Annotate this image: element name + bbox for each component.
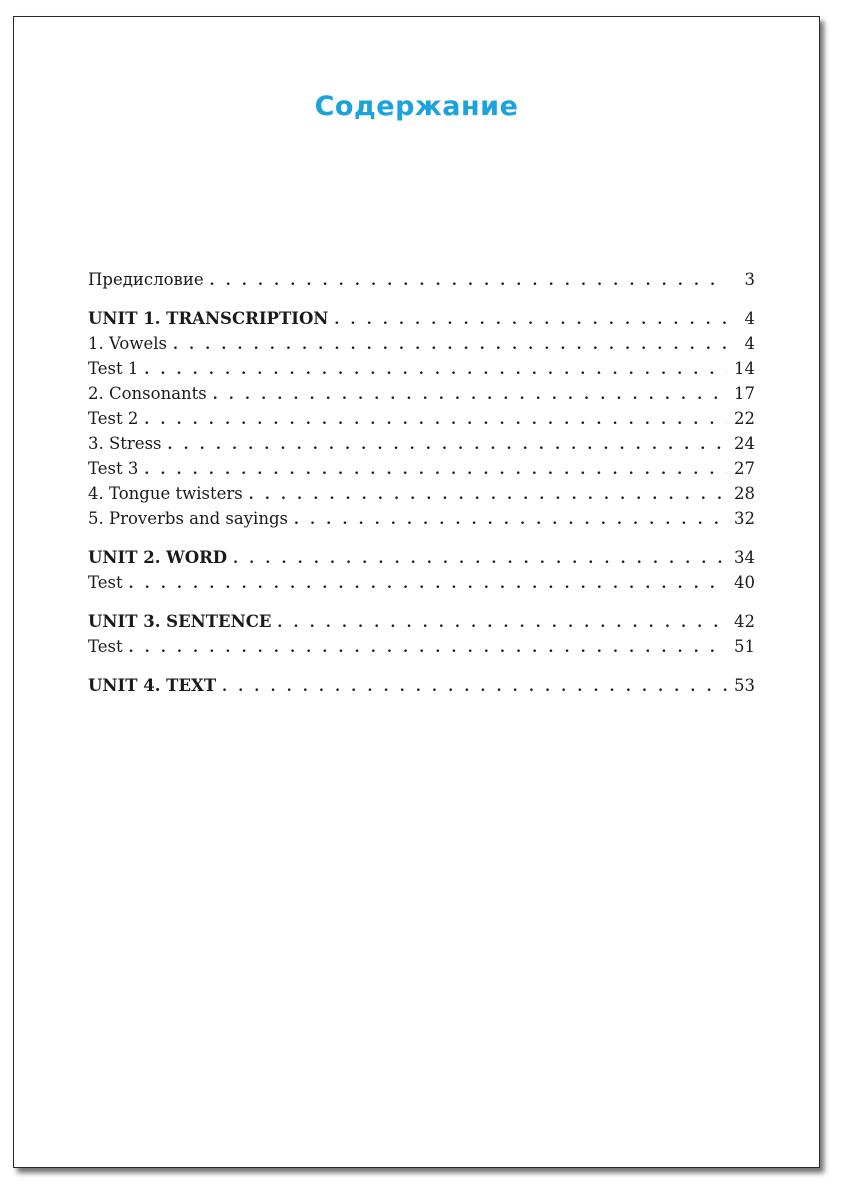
- toc-row: [88, 431, 755, 456]
- toc-page-number: 34: [734, 548, 755, 567]
- toc-entry-label: 5. Proverbs and sayings: [88, 509, 288, 528]
- dot-leader: [144, 408, 727, 433]
- toc-entry-label: UNIT 1. TRANSCRIPTION: [88, 309, 329, 328]
- dot-leader: [334, 308, 727, 333]
- document-page: [13, 16, 820, 1168]
- dot-leader: [144, 358, 727, 383]
- toc-page-number: 42: [734, 612, 755, 631]
- toc-entry-label: UNIT 4. TEXT: [88, 676, 217, 695]
- toc-entry-label: 2. Consonants: [88, 384, 207, 403]
- toc-row: [88, 331, 755, 356]
- dot-leader: [210, 269, 727, 294]
- toc-entry-label: 1. Vowels: [88, 334, 167, 353]
- toc-entry-label: UNIT 3. SENTENCE: [88, 612, 272, 631]
- toc-page-number: 40: [734, 573, 755, 592]
- dot-leader: [168, 433, 727, 458]
- toc-row: [88, 506, 755, 531]
- toc-unit-row: [88, 306, 755, 331]
- toc-entry-label: Предисловие: [88, 270, 204, 289]
- dot-leader: [129, 636, 727, 661]
- toc-entry-label: Test: [88, 573, 123, 592]
- toc-row: [88, 570, 755, 595]
- toc-entry-label: 3. Stress: [88, 434, 162, 453]
- toc-unit-row: [88, 673, 755, 698]
- toc-page-number: 22: [734, 409, 755, 428]
- toc-entry-label: 4. Tongue twisters: [88, 484, 243, 503]
- dot-leader: [213, 383, 727, 408]
- toc-page-number: 14: [734, 359, 755, 378]
- toc-page-number: 4: [744, 309, 755, 328]
- toc-row: [88, 381, 755, 406]
- dot-leader: [249, 483, 727, 508]
- dot-leader: [277, 611, 727, 636]
- toc-page-number: 53: [734, 676, 755, 695]
- toc-entry-label: UNIT 2. WORD: [88, 548, 228, 567]
- dot-leader: [173, 333, 727, 358]
- dot-leader: [222, 675, 727, 700]
- table-of-contents: [88, 267, 755, 698]
- toc-row: [88, 406, 755, 431]
- toc-page-number: 24: [734, 434, 755, 453]
- toc-row: [88, 267, 755, 292]
- toc-page-number: 3: [744, 270, 755, 289]
- dot-leader: [129, 572, 727, 597]
- dot-leader: [233, 547, 727, 572]
- toc-row: [88, 456, 755, 481]
- toc-row: [88, 356, 755, 381]
- toc-page-number: 28: [734, 484, 755, 503]
- toc-page-number: 51: [734, 637, 755, 656]
- dot-leader: [294, 508, 727, 533]
- toc-row: [88, 634, 755, 659]
- toc-entry-label: Test 3: [88, 459, 139, 478]
- toc-entry-label: Test: [88, 637, 123, 656]
- toc-row: [88, 481, 755, 506]
- dot-leader: [144, 458, 727, 483]
- toc-page-number: 27: [734, 459, 755, 478]
- toc-page-number: 32: [734, 509, 755, 528]
- toc-entry-label: Test 2: [88, 409, 139, 428]
- toc-unit-row: [88, 545, 755, 570]
- toc-entry-label: Test 1: [88, 359, 139, 378]
- toc-unit-row: [88, 609, 755, 634]
- toc-page-number: 4: [744, 334, 755, 353]
- toc-page-number: 17: [734, 384, 755, 403]
- page-title: Содержание: [314, 91, 519, 122]
